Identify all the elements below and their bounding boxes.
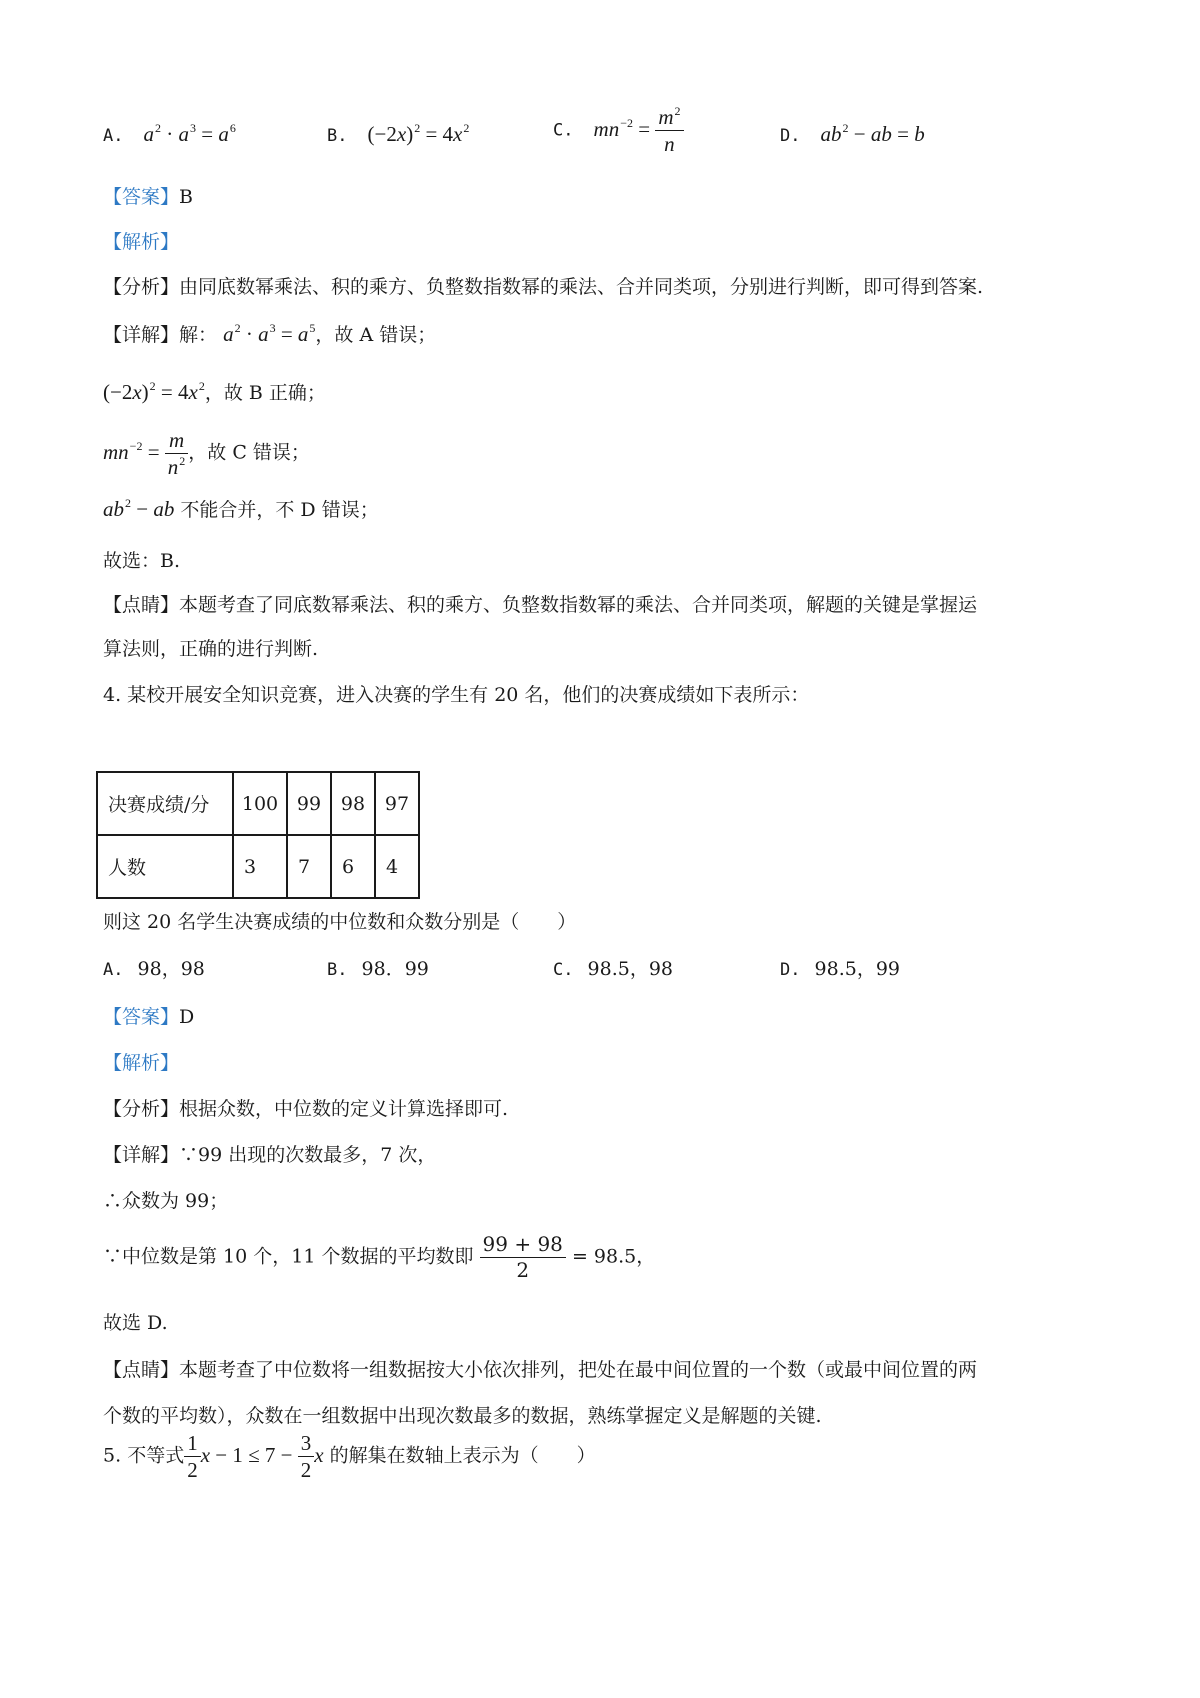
q3-dianjing <box>103 590 977 617</box>
count-cell: 6 <box>331 835 375 898</box>
q3-dianjing-cont: 算法则，正确的进行判断. <box>103 638 319 660</box>
dianjing-tag: 【点睛】 <box>103 1359 180 1381</box>
q4-dianjing-cont: 个数的平均数），众数在一组数据中出现次数最多的数据，熟练掌握定义是解题的关键. <box>103 1405 822 1427</box>
q4-stem: 4. 某校开展安全知识竞赛，进入决赛的学生有 20 名，他们的决赛成绩如下表所示： <box>103 684 810 706</box>
fenxi-text: 由同底数幂乘法、积的乘方、负整数指数幂的乘法、合并同类项，分别进行判断，即可得到答案. <box>179 276 984 298</box>
fenxi-tag: 【分析】 <box>103 276 180 298</box>
score-cell: 98 <box>331 772 375 835</box>
inequality: $\frac{1}{2}$ x − 1 ≤ 7 − $\frac{3}{2}$ x <box>184 1443 323 1467</box>
option-label: C. <box>553 120 574 141</box>
dianjing-line1: 本题考查了中位数将一组数据按大小依次排列，把处在最中间位置的一个数（或最中间位置的两 <box>179 1359 978 1381</box>
formula: $ab^2$ − ab = b <box>820 121 925 146</box>
q4-analysis-tag: 【解析】 <box>103 1052 180 1074</box>
fenxi-tag: 【分析】 <box>103 1098 180 1120</box>
q4-option-b[interactable] <box>327 954 429 981</box>
stem-suffix: 的解集在数轴上表示为（ ） <box>329 1444 596 1467</box>
line-tail: 不能合并，不 D 错误； <box>180 499 379 521</box>
q4-question: 则这 20 名学生决赛成绩的中位数和众数分别是（ ） <box>103 911 577 933</box>
answer-value: B <box>179 186 193 208</box>
q4-conclusion: 故选 D. <box>103 1312 168 1334</box>
line-tail: ，故 A 错误； <box>315 324 437 346</box>
q4-xiangjie <box>103 1140 436 1167</box>
header-label: 决赛成绩/分 <box>97 772 233 835</box>
q3-conclusion: 故选：B. <box>103 550 181 572</box>
score-cell: 100 <box>233 772 287 835</box>
option-text: 98.5，99 <box>814 958 901 980</box>
stem-prefix: 不等式 <box>127 1444 185 1467</box>
formula: $(-2x)^2 = 4x^2$ <box>103 379 205 404</box>
q4-option-a[interactable] <box>103 954 205 981</box>
count-label: 人数 <box>97 835 233 898</box>
q3-answer <box>103 182 193 209</box>
average-fraction <box>480 1232 566 1283</box>
q4-line3 <box>103 1232 655 1283</box>
score-cell: 97 <box>375 772 419 835</box>
option-text: 98.5，98 <box>587 958 674 980</box>
score-table <box>96 771 420 899</box>
formula: $a^2 \cdot a^3 = a^6$ <box>143 121 236 146</box>
option-label: B. <box>327 960 348 980</box>
xiangjie-tag: 【详解】 <box>103 324 180 346</box>
option-label: C. <box>553 960 574 980</box>
line3-result: = 98.5， <box>571 1245 656 1268</box>
q3-fenxi <box>103 272 983 299</box>
q3-xiangjie-line-a <box>103 320 436 347</box>
fraction-numerator: 99 + 98 <box>480 1232 566 1258</box>
option-text: 98，98 <box>137 958 205 980</box>
option-label: A. <box>103 960 124 980</box>
line3-text: ∵中位数是第 10 个，11 个数据的平均数即 <box>103 1245 474 1268</box>
option-label: B. <box>327 126 348 146</box>
line-tail: ，故 B 正确； <box>204 382 326 404</box>
q3-line-d <box>103 495 379 522</box>
option-label: D. <box>780 960 801 980</box>
q3-analysis-tag: 【解析】 <box>103 231 180 253</box>
formula: $(-2x)^2 = 4x^2$ <box>367 121 470 146</box>
q4-answer <box>103 1002 194 1029</box>
count-cell: 3 <box>233 835 287 898</box>
formula: $mn^{-2}$ = $\frac{m}{n^2}$ <box>103 440 188 464</box>
count-cell: 7 <box>287 835 331 898</box>
score-cell: 99 <box>287 772 331 835</box>
q4-dianjing <box>103 1355 977 1382</box>
q3-line-b <box>103 378 326 405</box>
q4-line2: ∴众数为 99； <box>103 1190 229 1212</box>
option-label: D. <box>780 126 801 146</box>
q4-fenxi <box>103 1094 508 1121</box>
question-number: 5. <box>103 1444 122 1467</box>
option-text: 98．99 <box>361 958 429 980</box>
table-row <box>97 772 419 835</box>
q3-option-a[interactable] <box>103 121 236 147</box>
answer-value: D <box>179 1006 195 1028</box>
xiangjie-line1: ∵99 出现的次数最多，7 次， <box>179 1144 437 1166</box>
dianjing-line1: 本题考查了同底数幂乘法、积的乘方、负整数指数幂的乘法、合并同类项，解题的关键是掌握运 <box>179 594 978 616</box>
xiangjie-lead: 解： <box>179 324 218 346</box>
q4-option-c[interactable] <box>553 954 673 981</box>
fraction-denominator: 2 <box>516 1258 530 1282</box>
answer-tag: 【答案】 <box>103 186 180 208</box>
answer-tag: 【答案】 <box>103 1006 180 1028</box>
line-tail: ，故 C 错误； <box>188 441 310 464</box>
formula: $a^2 \cdot a^3 = a^5$ <box>223 321 316 346</box>
q3-option-c[interactable] <box>553 104 684 158</box>
option-label: A. <box>103 126 124 146</box>
formula: $mn^{-2}$ = $\frac{m^2}{n}$ <box>594 117 684 141</box>
q3-line-c <box>103 427 310 481</box>
table-row <box>97 835 419 898</box>
fenxi-text: 根据众数，中位数的定义计算选择即可. <box>179 1098 509 1120</box>
q5-stem <box>103 1430 596 1484</box>
q3-option-b[interactable] <box>327 121 469 147</box>
xiangjie-tag: 【详解】 <box>103 1144 180 1166</box>
q4-option-d[interactable] <box>780 954 900 981</box>
count-cell: 4 <box>375 835 419 898</box>
dianjing-tag: 【点睛】 <box>103 594 180 616</box>
formula: $ab^2$ − ab <box>103 496 175 521</box>
q3-option-d[interactable] <box>780 121 925 147</box>
